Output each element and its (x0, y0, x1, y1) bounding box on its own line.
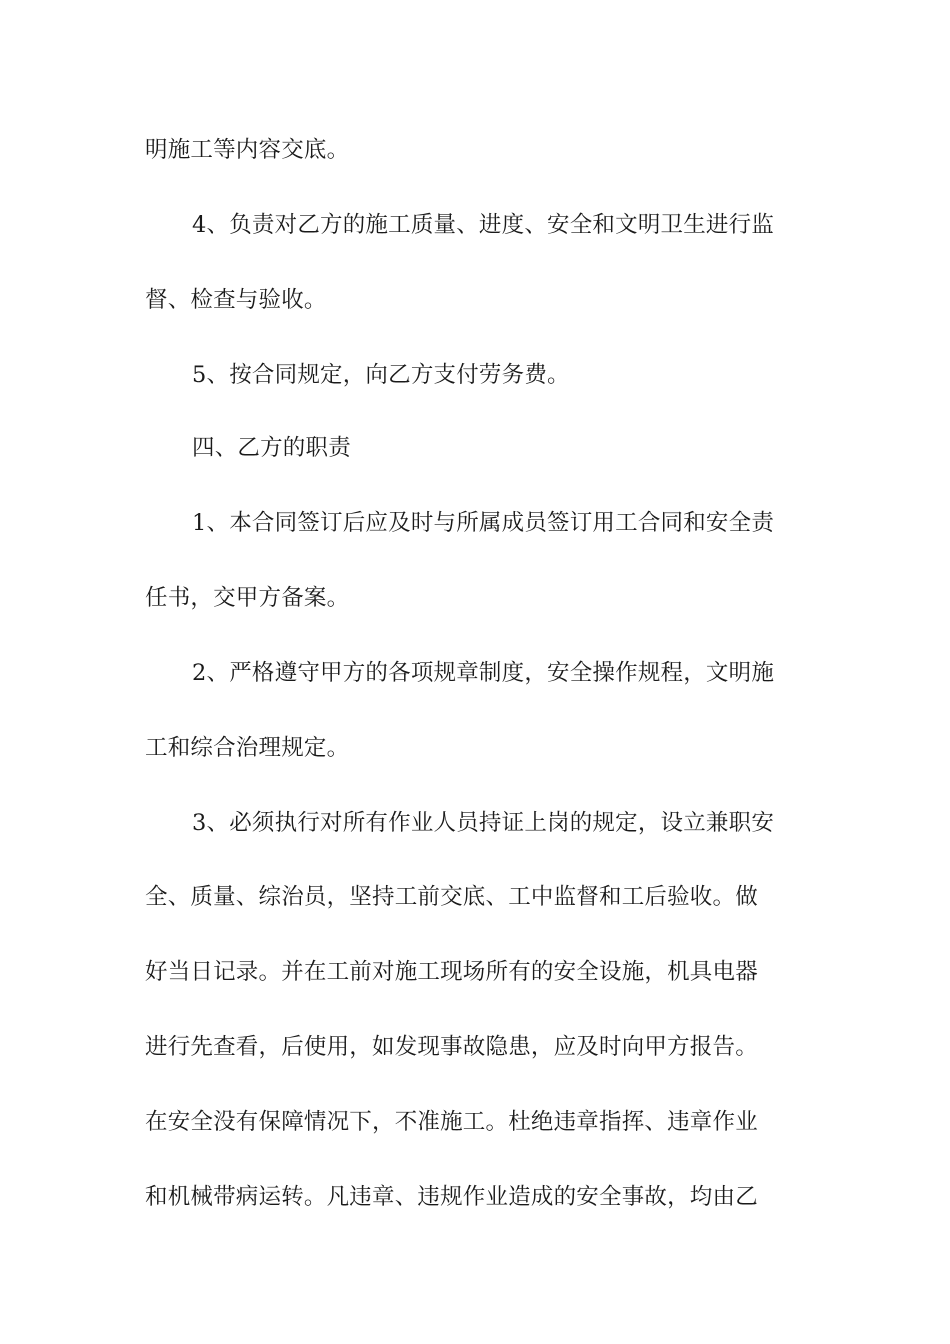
text-line: 好当日记录。并在工前对施工现场所有的安全设施，机具电器 (145, 959, 758, 985)
text-line: 4、负责对乙方的施工质量、进度、安全和文明卫生进行监 (192, 212, 775, 238)
text-line: 全、质量、综治员，坚持工前交底、工中监督和工后验收。做 (145, 884, 758, 910)
text-line: 明施工等内容交底。 (145, 137, 350, 163)
text-line: 在安全没有保障情况下，不准施工。杜绝违章指挥、违章作业 (145, 1109, 758, 1135)
text-line: 工和综合治理规定。 (145, 735, 350, 761)
text-line: 2、严格遵守甲方的各项规章制度，安全操作规程，文明施 (192, 660, 775, 686)
text-line: 任书，交甲方备案。 (145, 585, 350, 611)
text-line: 5、按合同规定，向乙方支付劳务费。 (192, 362, 570, 388)
text-line: 1、本合同签订后应及时与所属成员签订用工合同和安全责 (192, 510, 775, 536)
text-line: 进行先查看，后使用，如发现事故隐患，应及时向甲方报告。 (145, 1034, 758, 1060)
section-heading: 四、乙方的职责 (192, 435, 351, 461)
text-line: 和机械带病运转。凡违章、违规作业造成的安全事故，均由乙 (145, 1184, 758, 1210)
text-line: 督、检查与验收。 (145, 287, 327, 313)
text-line: 3、必须执行对所有作业人员持证上岗的规定，设立兼职安 (192, 810, 775, 836)
